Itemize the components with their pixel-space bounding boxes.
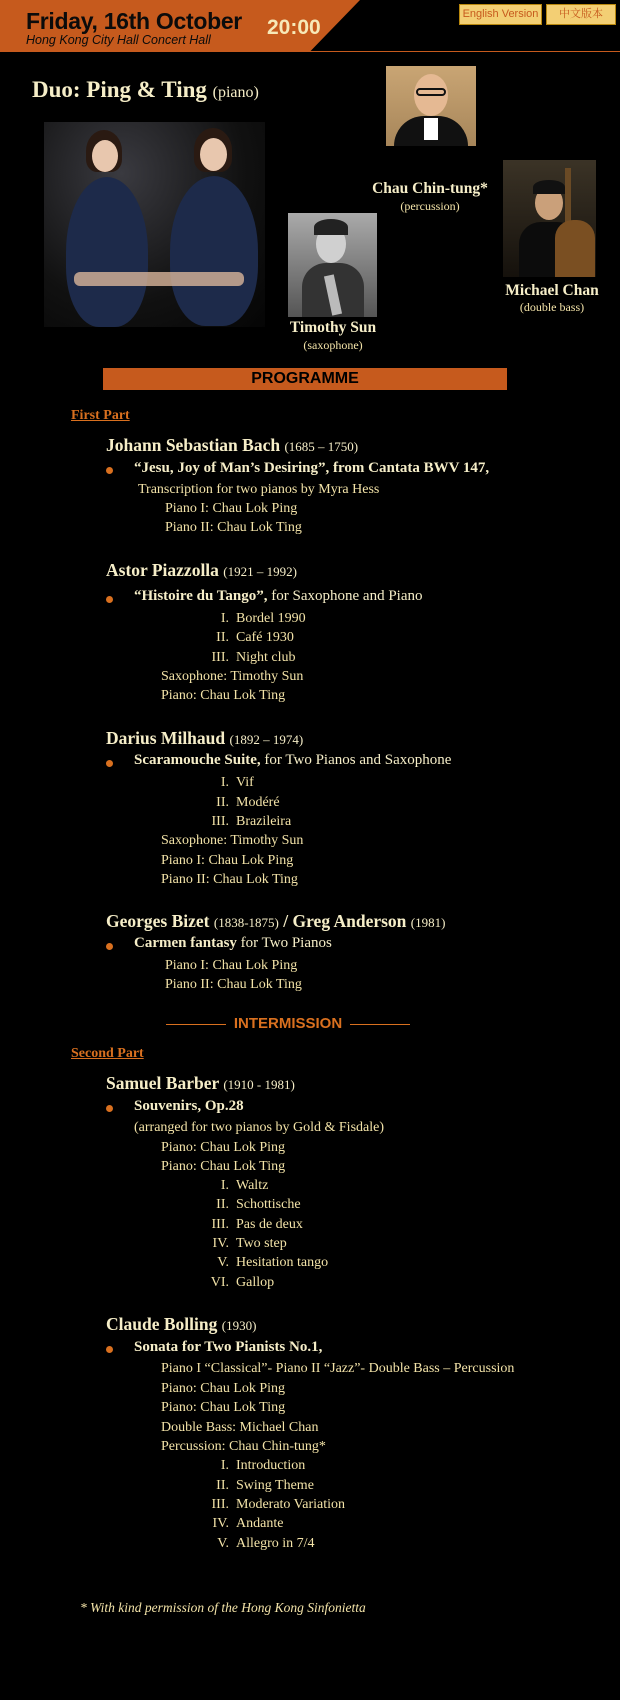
work-detail: Transcription for two pianos by Myra Hess [138,482,380,497]
movement-title: Schottische [236,1197,301,1212]
composer-years-2: (1981) [410,915,446,930]
michael-chan-role: (double bass) [519,300,585,314]
bullet-icon [106,467,113,474]
movement-item [205,630,294,646]
michael-chan-photo [503,160,596,277]
timothy-sun-role: (saxophone) [303,338,363,352]
movement-number: I. [220,611,229,626]
movement-number: I. [220,1458,229,1473]
movement-item [205,650,296,666]
work-title-bizet [134,935,332,952]
bullet-icon [106,943,113,950]
movement-title: Allegro in 7/4 [236,1536,315,1551]
concert-venue: Hong Kong City Hall Concert Hall [26,33,211,47]
movement-number: V. [217,1255,229,1270]
work-title: Scaramouche Suite, [134,752,261,768]
movement-item [205,1478,314,1494]
movement-number: III. [211,814,229,829]
work-title-bach: “Jesu, Joy of Man’s Desiring”, from Cantata BWV 147, [134,460,490,476]
composer-years: (1930) [221,1318,257,1333]
chau-chin-tung-photo [386,66,476,146]
composer-years: (1838-1875) [213,915,279,930]
composer-years: (1910 - 1981) [223,1077,295,1092]
movement-title: Moderato Variation [236,1497,345,1512]
divider-line-right [350,1024,410,1025]
duo-photo [44,122,265,327]
composer-bach [106,435,358,456]
intermission-divider [166,1015,410,1033]
performer-line: Saxophone: Timothy Sun [161,669,304,684]
movement-number: II. [216,1197,229,1212]
work-title: Carmen fantasy [134,935,237,951]
movement-title: Vif [236,775,254,790]
intermission-label: INTERMISSION [233,1015,343,1032]
work-subtitle: for Saxophone and Piano [267,588,423,604]
movement-item [205,814,291,830]
performer-line: Saxophone: Timothy Sun [161,833,304,848]
movement-item [205,1497,345,1513]
movement-title: Gallop [236,1275,275,1290]
movement-item [205,1275,274,1291]
performer-line: Piano: Chau Lok Ping [161,1381,286,1396]
movement-number: I. [220,1178,229,1193]
performer-line: Piano II: Chau Lok Ting [161,872,298,887]
movement-title: Bordel 1990 [236,611,306,626]
movement-item [205,1516,283,1532]
duo-title [32,77,259,103]
work-detail: (arranged for two pianos by Gold & Fisdale) [134,1120,384,1135]
bullet-icon [106,760,113,767]
movement-title: Introduction [236,1458,306,1473]
movement-title: Modéré [236,795,280,810]
movement-number: IV. [212,1236,229,1251]
movement-item [205,775,254,791]
movement-number: VI. [210,1275,229,1290]
movement-number: III. [211,1217,229,1232]
chau-chin-tung-name: Chau Chin-tung* [372,180,488,197]
performer-line: Piano II: Chau Lok Ting [165,977,302,992]
composer-years: (1921 – 1992) [223,564,297,579]
second-part-heading: Second Part [71,1046,144,1061]
duo-name: Duo: Ping & Ting [32,77,207,102]
movement-title: Two step [236,1236,287,1251]
composer-name: Samuel Barber [106,1073,219,1093]
composer-name: Johann Sebastian Bach [106,435,281,455]
composer-bolling [106,1314,256,1335]
performer-line: Double Bass: Michael Chan [161,1420,319,1435]
composer-barber [106,1073,295,1094]
movement-number: III. [211,650,229,665]
work-title-barber: Souvenirs, Op.28 [134,1098,244,1114]
performer-line: Piano I: Chau Lok Ping [165,958,298,973]
chau-chin-tung-role: (percussion) [400,199,460,213]
composer-name-2: / Greg Anderson [283,911,407,931]
movement-item [205,611,306,627]
performer-line: Piano I: Chau Lok Ping [161,853,294,868]
composer-years: (1892 – 1974) [229,732,304,747]
performer-line: Piano: Chau Lok Ting [161,1400,286,1415]
movement-title: Night club [236,650,296,665]
performer-line: Piano: Chau Lok Ping [161,1140,286,1155]
concert-time: 20:00 [267,16,321,39]
chinese-version-button[interactable]: 中文版本 [546,4,616,25]
movement-number: III. [211,1497,229,1512]
composer-years: (1685 – 1750) [284,439,359,454]
movement-title: Waltz [236,1178,269,1193]
performer-line: Piano: Chau Lok Ting [161,1159,286,1174]
composer-milhaud [106,728,303,749]
composer-name: Astor Piazzolla [106,560,219,580]
work-subtitle: for Two Pianos [236,935,332,951]
header-bar [0,0,620,52]
bullet-icon [106,596,113,603]
footnote: * With kind permission of the Hong Kong Sinfonietta [80,1600,366,1615]
movement-title: Café 1930 [236,630,294,645]
performer-line: Piano I: Chau Lok Ping [165,501,298,516]
composer-name: Claude Bolling [106,1314,218,1334]
composer-piazzolla [106,560,297,581]
movement-number: II. [216,630,229,645]
work-detail: Piano I “Classical”- Piano II “Jazz”- Double Bass – Percussion [161,1361,515,1376]
movement-number: II. [216,1478,229,1493]
work-subtitle: for Two Pianos and Saxophone [260,752,452,768]
duo-role: (piano) [212,84,259,101]
movement-item [205,1236,287,1252]
timothy-sun-photo [288,213,377,317]
movement-item [205,1458,305,1474]
movement-item [205,1217,303,1233]
movement-item [205,795,280,811]
work-title-piazzolla [134,588,423,605]
first-part-heading: First Part [71,408,130,423]
movement-title: Pas de deux [236,1217,303,1232]
composer-name: Georges Bizet [106,911,210,931]
composer-bizet-anderson [106,911,445,932]
bullet-icon [106,1346,113,1353]
movement-title: Andante [236,1516,284,1531]
movement-item [205,1255,328,1271]
concert-date: Friday, 16th October [26,8,242,34]
movement-number: II. [216,795,229,810]
composer-name: Darius Milhaud [106,728,226,748]
movement-number: IV. [212,1516,229,1531]
header-rule [0,51,620,52]
movement-number: V. [217,1536,229,1551]
english-version-button[interactable]: English Version [459,4,542,25]
divider-line-left [166,1024,226,1025]
movement-title: Brazileira [236,814,292,829]
performer-line: Piano: Chau Lok Ting [161,688,286,703]
work-title-milhaud [134,752,451,769]
work-title: “Histoire du Tango”, [134,588,268,604]
michael-chan-name: Michael Chan [505,282,599,299]
performer-line: Percussion: Chau Chin-tung* [161,1439,326,1454]
timothy-sun-name: Timothy Sun [289,319,377,336]
movement-number: I. [220,775,229,790]
movement-item [205,1197,301,1213]
performer-line: Piano II: Chau Lok Ting [165,520,302,535]
movement-item [205,1536,315,1552]
work-title-bolling: Sonata for Two Pianists No.1, [134,1339,323,1355]
movement-title: Swing Theme [236,1478,314,1493]
programme-banner: PROGRAMME [103,368,507,390]
bullet-icon [106,1105,113,1112]
movement-item [205,1178,268,1194]
movement-title: Hesitation tango [236,1255,329,1270]
